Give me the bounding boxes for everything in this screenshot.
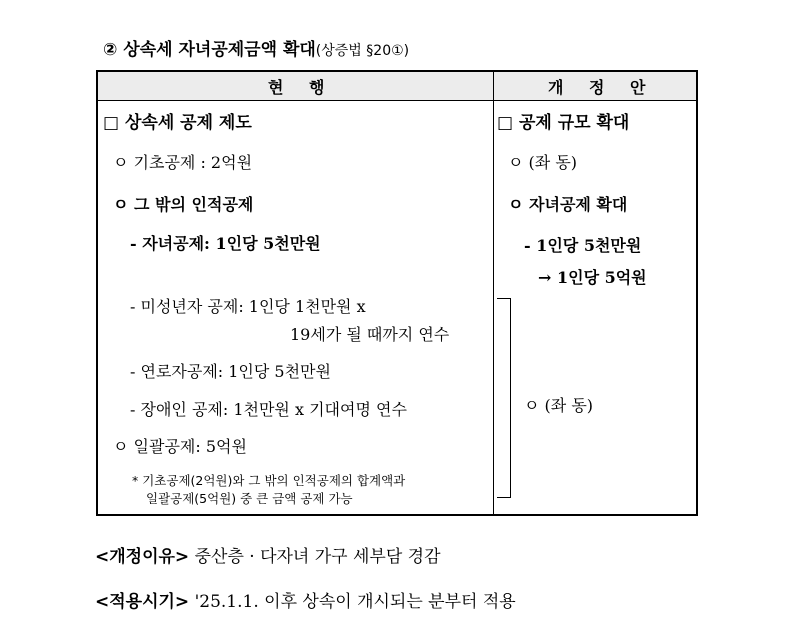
revision-reason-label: <개정이유> [95, 547, 190, 567]
current-minor-deduction-line1: - 미성년자 공제: 1인당 1천만원 x [130, 297, 366, 316]
title-main: ② 상속세 자녀공제금액 확대 [103, 40, 316, 60]
current-basic-deduction: ㅇ 기초공제 : 2억원 [113, 153, 253, 172]
revised-child-expansion: ㅇ 자녀공제 확대 [508, 195, 628, 214]
revised-same-basic: ㅇ (좌 동) [508, 153, 578, 172]
current-disabled-deduction: - 장애인 공제: 1천만원 x 기대여명 연수 [130, 400, 407, 419]
revision-reason-text: 중산층 · 다자녀 가구 세부담 경감 [194, 547, 441, 567]
current-personal-deduction: ㅇ 그 밖의 인적공제 [113, 195, 254, 214]
revised-child-after: → 1인당 5억원 [538, 268, 647, 287]
current-note-line2: 일괄공제(5억원) 중 큰 금액 공제 가능 [146, 491, 353, 506]
table-header [98, 72, 696, 101]
header-revised: 개 정 안 [548, 78, 656, 97]
revision-reason [95, 542, 441, 567]
section-title [103, 35, 409, 60]
application-timing [95, 587, 516, 612]
application-timing-label: <적용시기> [95, 592, 190, 612]
current-child-deduction: - 자녀공제: 1인당 5천만원 [130, 234, 321, 253]
header-current: 현 행 [268, 78, 335, 97]
title-law-ref: (상증법 §20①) [315, 43, 410, 59]
current-elderly-deduction: - 연로자공제: 1인당 5천만원 [130, 362, 331, 381]
revised-child-before: - 1인당 5천만원 [524, 236, 642, 255]
current-section-heading: □ 상속세 공제 제도 [103, 113, 252, 133]
current-lump-sum-deduction: ㅇ 일괄공제: 5억원 [113, 437, 247, 456]
current-note-line1: * 기초공제(2억원)와 그 밖의 인적공제의 합계액과 [132, 473, 406, 488]
application-timing-text: '25.1.1. 이후 상속이 개시되는 분부터 적용 [194, 592, 516, 612]
revised-same-others: ㅇ (좌 동) [524, 396, 594, 415]
same-as-left-bracket [497, 298, 511, 498]
column-divider [493, 72, 494, 514]
current-minor-deduction-line2: 19세가 될 때까지 연수 [290, 325, 450, 344]
revised-section-heading: □ 공제 규모 확대 [497, 113, 630, 133]
